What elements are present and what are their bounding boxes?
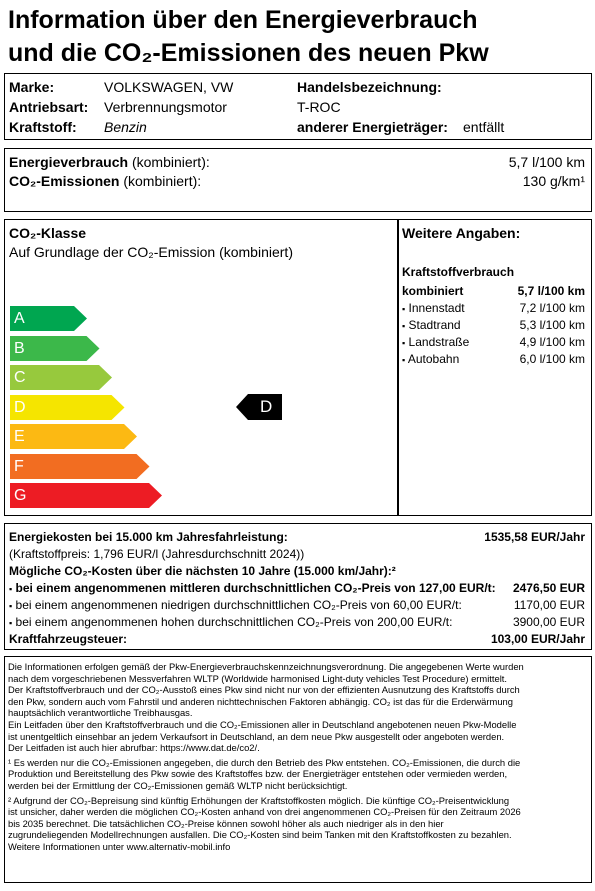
fineprint-line: nach dem vorgeschriebenen Messverfahren WLTP (Worldwide harmonised Light-duty vehicles Test Procedure) ermittelt. <box>8 672 508 684</box>
marke-label: Marke: <box>9 79 55 95</box>
fineprint-line: Die Informationen erfolgen gemäß der Pkw-Energieverbrauchskennzeichnungsverordnung. Die angegebenen Werte wurden <box>8 661 524 672</box>
further-row-label-text: kombiniert <box>402 284 464 298</box>
co2-class-arrow-d <box>10 395 126 420</box>
co2-kosten-niedrig-value: 1170,00 EUR <box>513 598 585 612</box>
fineprint-line: bis 2035 berechnet. Die tatsächlichen CO₂-Preise können sowohl höher als auch niedriger als in den hier <box>8 817 444 829</box>
co2-class-letter: G <box>14 487 27 504</box>
co2-class-letter: A <box>14 310 25 327</box>
co2-class-arrow-a <box>10 306 88 331</box>
co2-class-arrow-b <box>10 336 101 361</box>
vehicle-info-box <box>4 73 592 140</box>
further-row-value: 5,3 l/100 km <box>519 318 585 332</box>
further-row-value: 7,2 l/100 km <box>519 301 585 315</box>
kraftstoffpreis-note: (Kraftstoffpreis: 1,796 EUR/l (Jahresdurchschnitt 2024)) <box>9 547 305 561</box>
kraftstoffverbrauch-subheading: Kraftstoffverbrauch <box>402 265 515 279</box>
weitere-angaben-heading: Weitere Angaben: <box>402 225 521 241</box>
co2-class-arrow-shape <box>10 395 126 420</box>
costs-box <box>4 523 592 650</box>
co2-class-arrow-g <box>10 483 163 508</box>
title-line-1: Information über den Energieverbrauch <box>8 6 478 34</box>
fineprint-line: werden bei der Ermittlung der CO₂-Emissionen gemäß WLTP nicht berücksichtigt. <box>8 780 348 791</box>
further-row-value: 6,0 l/100 km <box>519 352 585 366</box>
fineprint-line: ² Aufgrund der CO₂-Bepreisung sind künftig Erhöhungen der Kraftstoffkosten möglich. Die künftige CO₂-Preisentwicklung <box>8 794 510 806</box>
further-row-label-text: Stadtrand <box>408 318 461 332</box>
energiekosten-value: 1535,58 EUR/Jahr <box>484 530 585 544</box>
co2-emissionen-label-rest: (kombiniert): <box>119 173 202 189</box>
energiekosten-label: Energiekosten bei 15.000 km Jahresfahrleistung: <box>9 530 288 544</box>
co2-class-letter: E <box>14 428 25 445</box>
fineprint-line: Ein Leitfaden über den Kraftstoffverbrauch und die CO₂-Emissionen aller in Deutschland angebotenen neuen Pkw-Modelle <box>8 719 517 730</box>
title-line-2: und die CO₂-Emissionen des neuen Pkw <box>8 39 489 67</box>
consumption-box <box>4 148 592 212</box>
current-class-marker-icon <box>236 394 282 420</box>
co2-emissionen-label-bold: CO₂-Emissionen <box>9 173 120 189</box>
energieverbrauch-label-bold: Energieverbrauch <box>9 154 129 170</box>
handelsbezeichnung-value: T-ROC <box>297 99 341 115</box>
page-title <box>8 4 593 70</box>
further-row-label-text: Landstraße <box>408 335 470 349</box>
bullet-icon: ▪ <box>402 321 406 331</box>
fineprint-line: den Pkw, sondern auch vom Fahrstil und anderen nichttechnischen Faktoren abhängig. CO₂ ist das für die Erderwärmung <box>8 695 513 707</box>
co2-class-box <box>4 219 592 516</box>
further-row-value: 5,7 l/100 km <box>517 284 585 298</box>
handelsbezeichnung-label: Handelsbezeichnung: <box>297 79 442 95</box>
antriebsart-label: Antriebsart: <box>9 99 89 115</box>
co2-class-letter: B <box>14 339 25 357</box>
fineprint-line: ¹ Es werden nur die CO₂-Emissionen angegeben, die durch den Betrieb des Pkw entstehen. CO₂-Emissionen, die durch die <box>8 756 521 768</box>
co2-class-arrow-shape <box>10 424 138 449</box>
antriebsart-value: Verbrennungsmotor <box>104 99 227 115</box>
co2-class-letter: F <box>14 457 24 475</box>
co2-kosten-hoch-value: 3900,00 EUR <box>512 615 585 629</box>
fineprint-line: Weitere Informationen unter www.alternativ-mobil.info <box>8 841 231 852</box>
further-row-label-text: Innenstadt <box>408 301 465 315</box>
further-row-label <box>402 350 459 370</box>
bullet-icon: ▪ <box>9 601 13 611</box>
co2-kosten-heading: Mögliche CO₂-Kosten über die nächsten 10 Jahre (15.000 km/Jahr):² <box>9 564 396 578</box>
co2-class-arrow-shape <box>10 483 163 508</box>
co2-class-letter: C <box>14 369 26 386</box>
co2-kosten-mittel-value: 2476,50 EUR <box>512 581 585 595</box>
energieverbrauch-value: 5,7 l/100 km <box>508 154 585 170</box>
fineprint-line: Der Leitfaden ist auch hier abrufbar: https://www.dat.de/co2/. <box>8 742 260 754</box>
co2-class-arrow-f <box>10 454 151 479</box>
fineprint-line: ist unsicher, daher werden die möglichen CO₂-Kosten anhand von drei angenommenen CO₂-Preisen für den Zeitraum 2026 <box>8 806 521 818</box>
fineprint-line: hauptsächlich verantwortliche Treibhausgas. <box>8 707 193 719</box>
co2-emissionen-value: 130 g/km¹ <box>522 173 585 189</box>
marke-value: VOLKSWAGEN, VW <box>104 79 234 95</box>
kraftfahrzeugsteuer-value: 103,00 EUR/Jahr <box>490 632 585 646</box>
co2-class-heading: CO₂-Klasse <box>9 225 87 241</box>
fineprint-line: Produktion und Bereitstellung des Pkw sowie des Kraftstoffes bzw. der Energieträger entstehen oder vermieden werden, <box>8 768 508 780</box>
co2-class-arrow-c <box>10 365 113 390</box>
current-class-letter: D <box>260 397 273 416</box>
co2-emissionen-label <box>9 172 201 191</box>
energieverbrauch-label-rest: (kombiniert): <box>128 154 210 170</box>
co2-class-subheading: Auf Grundlage der CO₂-Emission (kombiniert) <box>9 244 293 260</box>
anderer-energietraeger-label: anderer Energieträger: <box>297 119 448 135</box>
box-divider <box>397 220 399 515</box>
further-row-label-text: Autobahn <box>407 352 460 366</box>
bullet-icon: ▪ <box>402 355 406 365</box>
fineprint-line: ist unentgeltlich einsehbar an jedem Verkaufsort in Deutschland, an dem neue Pkw ausgestellt oder angeboten werden. <box>8 730 505 742</box>
co2-kosten-niedrig-text: bei einem angenommenen niedrigen durchschnittlichen CO₂-Preis von 60,00 EUR/t: <box>15 598 462 612</box>
fineprint-line: Der Kraftstoffverbrauch und der CO₂-Ausstoß eines Pkw sind nicht nur von der effizienten Ausnutzung des Kraftstoffs durch <box>8 684 520 696</box>
bullet-icon: ▪ <box>402 304 406 314</box>
further-row-value: 4,9 l/100 km <box>519 335 585 349</box>
kraftstoff-label: Kraftstoff: <box>9 119 77 135</box>
bullet-icon: ▪ <box>9 584 13 594</box>
fineprint-box <box>4 656 592 883</box>
anderer-energietraeger-value: entfällt <box>463 119 505 135</box>
co2-kosten-hoch-text: bei einem angenommenen hohen durchschnittlichen CO₂-Preis von 200,00 EUR/t: <box>15 615 453 629</box>
co2-kosten-mittel-text: bei einem angenommenen mittleren durchschnittlichen CO₂-Preis von 127,00 EUR/t: <box>15 581 496 595</box>
kraftstoff-value: Benzin <box>104 119 147 135</box>
co2-class-letter: D <box>14 398 26 416</box>
fineprint-line: zugrundeliegenden Modellrechnungen ausfallen. Die CO₂-Kosten sind beim Tanken mit den Kraftstoffkosten zu bezahlen. <box>8 829 512 841</box>
bullet-icon: ▪ <box>9 618 13 628</box>
co2-class-arrow-e <box>10 424 138 449</box>
energieverbrauch-label <box>9 153 210 172</box>
bullet-icon: ▪ <box>402 338 406 348</box>
kraftfahrzeugsteuer-label: Kraftfahrzeugsteuer: <box>9 632 128 646</box>
co2-class-arrow-shape <box>10 454 151 479</box>
